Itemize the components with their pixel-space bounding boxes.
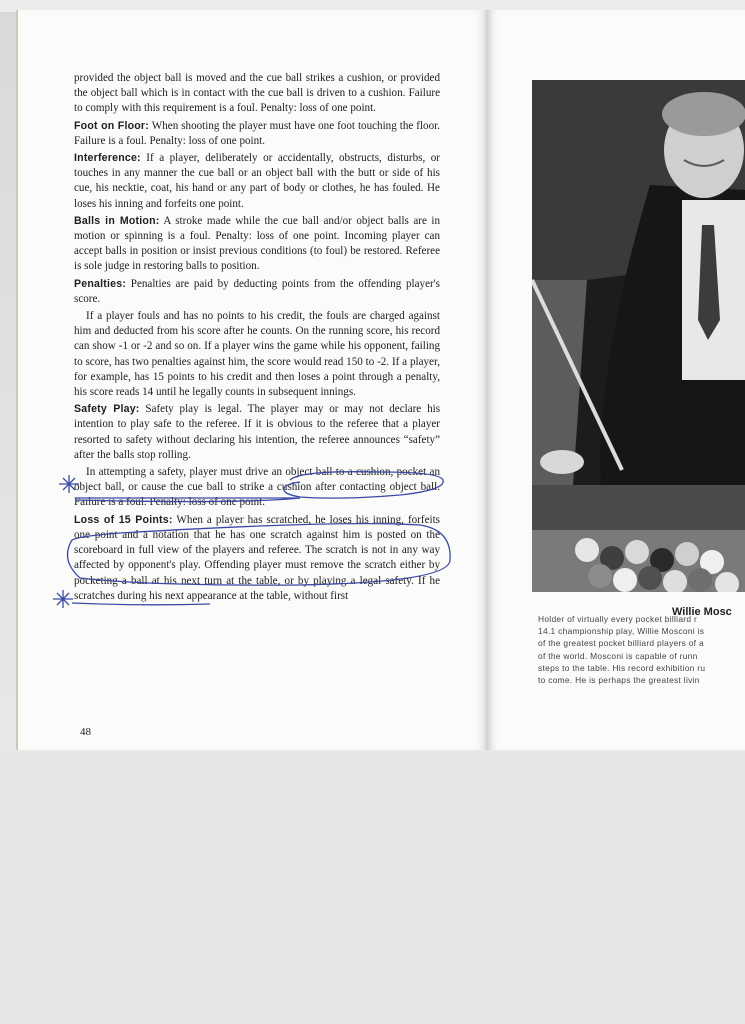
paragraph-penalties-detail: If a player fouls and has no points to his credit, the fouls are charged against him and deducted from his score after he counts. On the running score, his record can show -1 or -2 and so on. If a player wins the game while his opponent, failing to score, has two penalties against him, the score would read 150 to -2. If a player, for example, has 15 points to his credit and then loses a point through a penalty, his score reads 14 until he legally counts in subsequent innings. [74,310,440,399]
paragraph-interference: Interference: If a player, deliberately or accidentally, obstructs, disturbs, or touches in any manner the cue ball or an object ball with the butt or side of his cue, his necktie, coat, his hand or any part of body or clothes, he has fouled. He loses his inning and forfeits one point. [74,152,440,210]
caption-line: to come. He is perhaps the greatest livin [538,675,700,686]
caption-name: Willie Mosc [672,606,732,618]
heading-balls-in-motion: Balls in Motion: [74,214,160,227]
rules-text [74,71,440,606]
caption-line: 14.1 championship play, Willie Mosconi is [538,626,705,637]
page-number: 48 [80,726,91,738]
caption-line: of the world. Mosconi is capable of runn [538,650,698,661]
heading-loss-of-15-points: Loss of 15 Points: [74,513,173,526]
photo-caption [538,613,745,693]
paragraph-continuation: provided the object ball is moved and the cue ball strikes a cushion, or provided the object ball which is in contact with the cue ball is driven to a cushion. Failure to comply with this requirement is a foul. Penalty: loss of one point. [74,72,440,115]
heading-foot-on-floor: Foot on Floor: [74,119,149,132]
paragraph-foot-on-floor: Foot on Floor: When shooting the player must have one foot touching the floor. Failure is a foul. Penalty: loss of one point. [74,119,441,147]
portrait-photo [532,80,745,592]
paragraph-penalties: Penalties: Penalties are paid by deducting points from the offending player's score. [74,277,441,305]
paragraph-balls-in-motion: Balls in Motion: A stroke made while the cue ball and/or object balls are in motion or spinning is a foul. Penalty: loss of one point. Incoming player can accept balls in position or insist previous conditions (to foul) be restored. Referee is sole judge in restoring balls to position. [74,214,440,273]
paragraph-loss-of-15-points: Loss of 15 Points: When a player has scratched, he loses his inning, forfeits one point and a notation that he has one scratch against him is posted on the scoreboard in full view of the players and referee. The scratch is not in any way affected by opponent's play. Offending player must remove the scratch either by pocketing a ball at his next turn at the table, or by playing a legal safety. If he scratches during his next appearance at the table, without first [74,513,440,602]
paragraph-safety-detail: In attempting a safety, player must drive an object ball to a cushion, pocket an object ball, or cause the cue ball to strike a cushion after contacting object ball. Failure is a foul. Penalty: loss of one point. [74,466,440,509]
heading-safety-play: Safety Play: [74,403,140,416]
caption-line: Holder of virtually every pocket billiard r [538,614,698,624]
heading-penalties: Penalties: [74,277,127,290]
paragraph-safety-play: Safety Play: Safety play is legal. The player may or may not declare his intention to play safe to the referee. If it is obvious to the referee that a player resorted to safety without declaring his intention, the referee announces “safety” after the balls stop rolling. [74,403,441,461]
heading-interference: Interference: [74,152,141,165]
caption-line: of the greatest pocket billiard players of a [538,638,704,649]
caption-line: steps to the table. His record exhibition ru [538,662,706,673]
